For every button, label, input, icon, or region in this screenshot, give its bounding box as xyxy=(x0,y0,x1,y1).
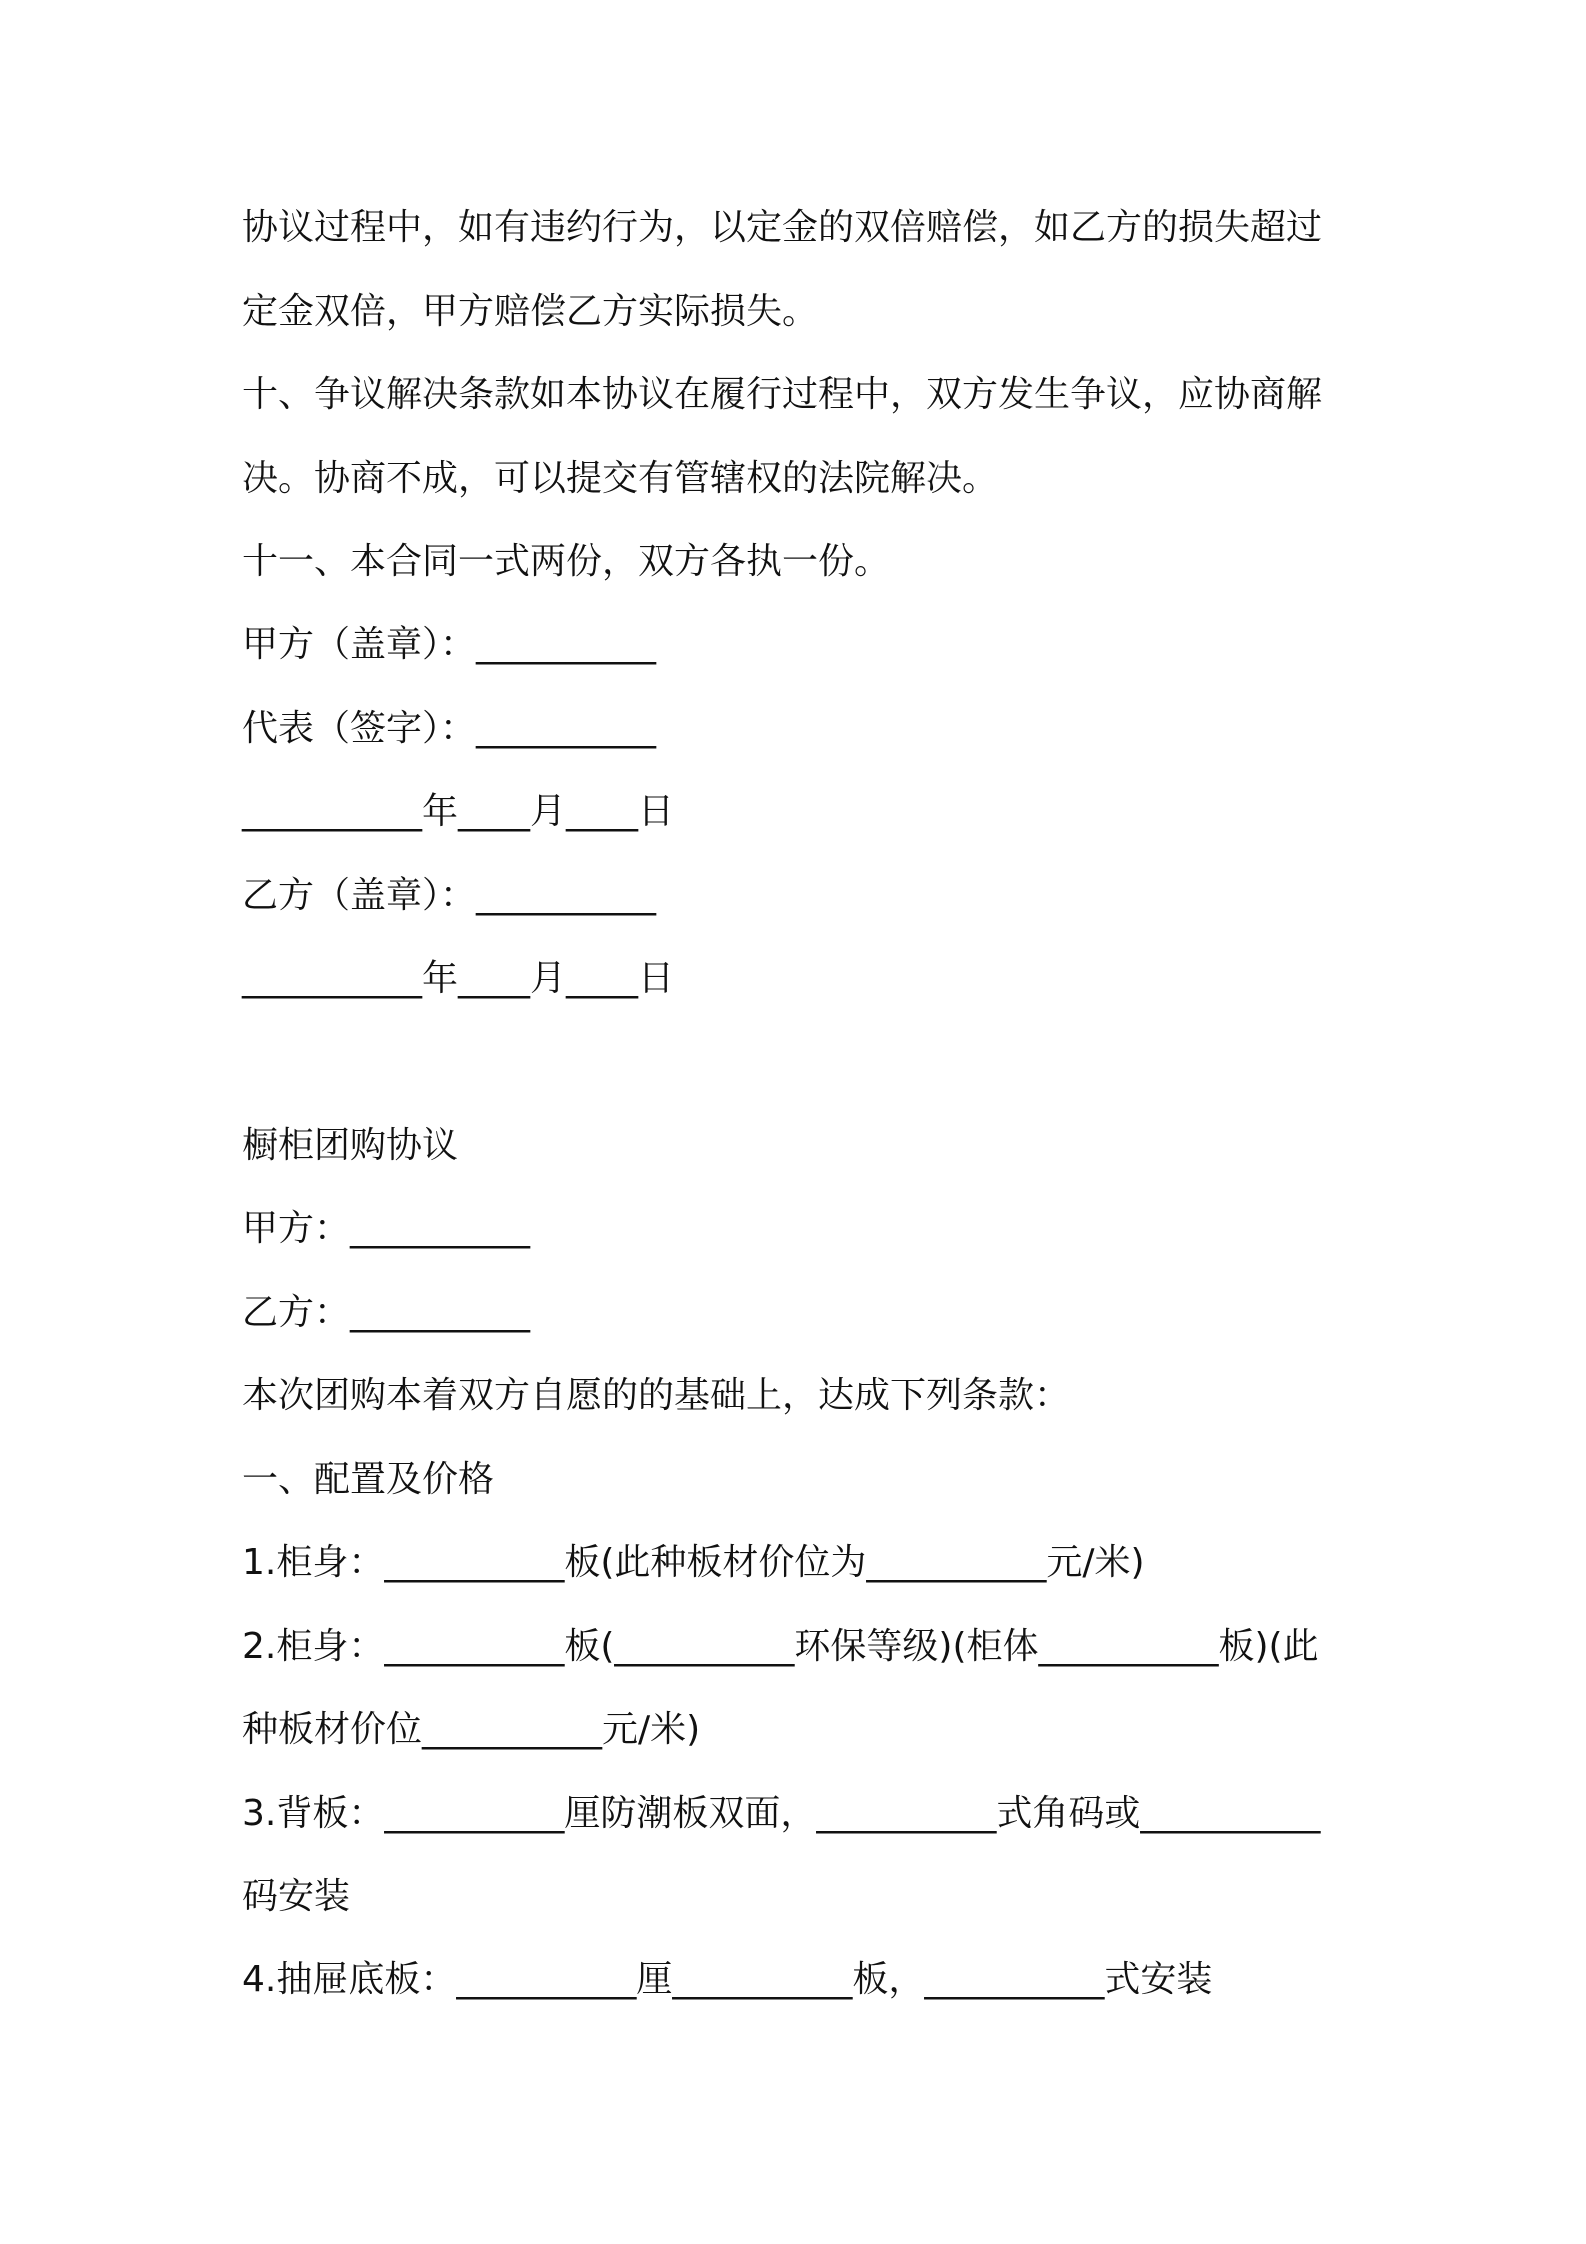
clause-10-dispute: 十、争议解决条款如本协议在履行过程中，双方发生争议，应协商解 xyxy=(242,374,1323,415)
config-item: 1.柜身：__________板(此种板材价位为__________元/米) xyxy=(242,1542,1145,1583)
contract-text-line: 定金双倍，甲方赔偿乙方实际损失。 xyxy=(242,291,819,332)
config-item: 4.抽屉底板：__________厘__________板，__________式安装 xyxy=(242,1959,1213,2000)
config-item-continued: 码安装 xyxy=(242,1876,351,1917)
config-item-continued: 种板材价位__________元/米) xyxy=(242,1709,701,1750)
date-line: __________年____月____日 xyxy=(242,958,674,999)
party-b-seal-line: 乙方（盖章）：__________ xyxy=(242,875,657,916)
date-line: __________年____月____日 xyxy=(242,791,674,832)
config-item: 3.背板：__________厘防潮板双面，__________式角码或__________ xyxy=(242,1793,1321,1834)
party-b-line: 乙方：__________ xyxy=(242,1292,531,1333)
document-title: 橱柜团购协议 xyxy=(242,1125,459,1166)
clause-11-copies: 十一、本合同一式两份，双方各执一份。 xyxy=(242,541,891,582)
representative-signature-line: 代表（签字）：__________ xyxy=(242,708,657,749)
party-a-line: 甲方：__________ xyxy=(242,1208,531,1249)
party-a-seal-line: 甲方（盖章）：__________ xyxy=(242,624,657,665)
section-heading: 一、配置及价格 xyxy=(242,1459,495,1500)
config-item: 2.柜身：__________板(__________环保等级)(柜体__________板)(此 xyxy=(242,1626,1319,1667)
contract-text-line: 协议过程中，如有违约行为，以定金的双倍赔偿，如乙方的损失超过 xyxy=(242,207,1323,248)
contract-text-line: 决。协商不成，可以提交有管辖权的法院解决。 xyxy=(242,458,999,499)
preamble-text: 本次团购本着双方自愿的的基础上，达成下列条款： xyxy=(242,1375,1071,1416)
